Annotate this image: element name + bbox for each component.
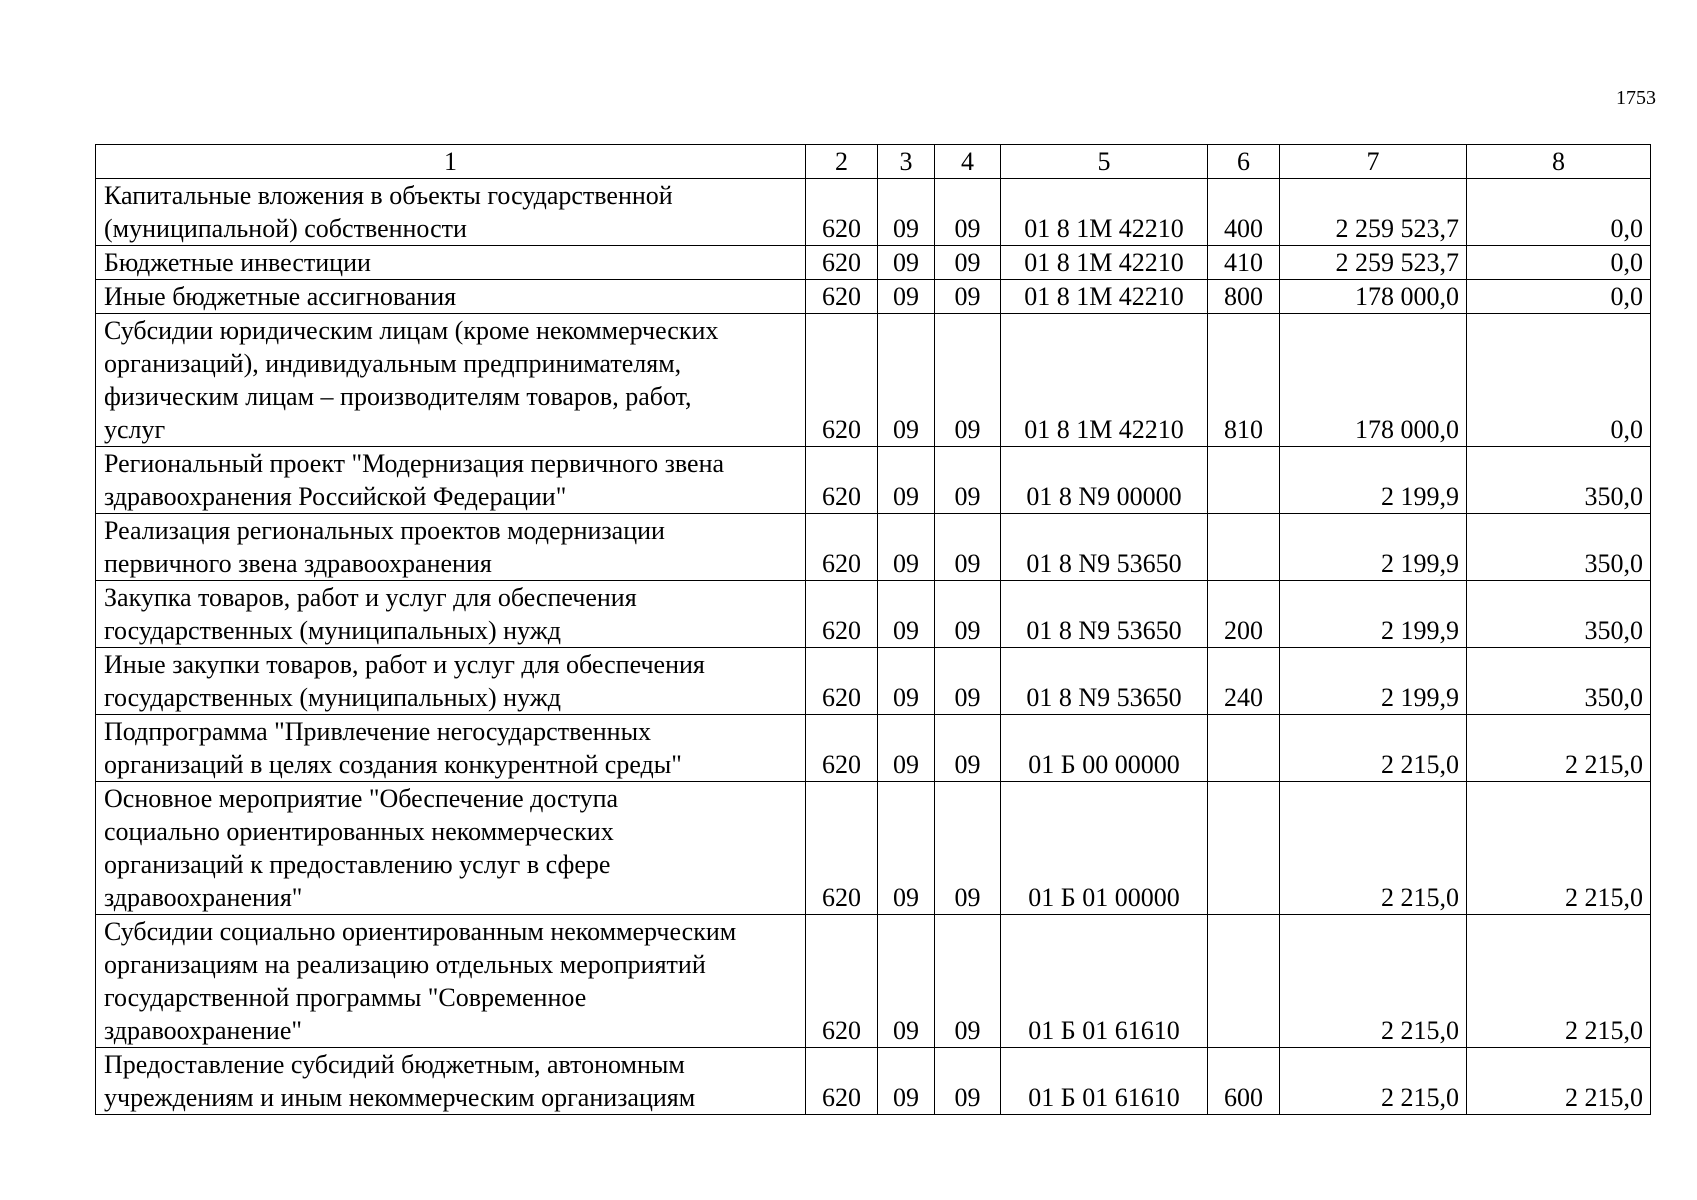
cell-amount-1: 2 259 523,7 xyxy=(1280,246,1467,280)
header-cell-4: 4 xyxy=(935,145,1001,179)
cell-section: 09 xyxy=(878,581,935,648)
cell-section: 09 xyxy=(878,782,935,915)
cell-name-line: физическим лицам – производителям товаров, работ, xyxy=(104,382,692,411)
cell-expense-type: 240 xyxy=(1208,648,1280,715)
cell-section: 09 xyxy=(878,246,935,280)
cell-subsection: 09 xyxy=(935,715,1001,782)
cell-expense-type: 810 xyxy=(1208,314,1280,447)
cell-name-line: социально ориентированных некоммерческих xyxy=(104,817,614,846)
cell-target-article: 01 8 1М 42210 xyxy=(1001,280,1208,314)
cell-name xyxy=(96,314,806,447)
cell-target-article: 01 8 N9 53650 xyxy=(1001,514,1208,581)
cell-subsection: 09 xyxy=(935,447,1001,514)
cell-name xyxy=(96,648,806,715)
cell-expense-type: 600 xyxy=(1208,1048,1280,1115)
cell-expense-type xyxy=(1208,447,1280,514)
cell-amount-1: 2 259 523,7 xyxy=(1280,179,1467,246)
cell-name-line: государственных (муниципальных) нужд xyxy=(104,616,561,645)
table-row xyxy=(96,514,1651,581)
cell-section: 09 xyxy=(878,915,935,1048)
cell-section: 09 xyxy=(878,314,935,447)
cell-subsection: 09 xyxy=(935,581,1001,648)
header-cell-7: 7 xyxy=(1280,145,1467,179)
cell-amount-2: 0,0 xyxy=(1467,246,1651,280)
cell-name-line: Иные бюджетные ассигнования xyxy=(104,282,457,311)
cell-subsection: 09 xyxy=(935,314,1001,447)
cell-amount-2: 0,0 xyxy=(1467,280,1651,314)
cell-amount-2: 2 215,0 xyxy=(1467,715,1651,782)
table-row xyxy=(96,1048,1651,1115)
cell-name-line: организаций), индивидуальным предпринимателям, xyxy=(104,349,682,378)
cell-subsection: 09 xyxy=(935,1048,1001,1115)
cell-section: 09 xyxy=(878,1048,935,1115)
cell-amount-2: 0,0 xyxy=(1467,314,1651,447)
cell-name-line: Субсидии юридическим лицам (кроме некоммерческих xyxy=(104,316,719,345)
cell-name-line: (муниципальной) собственности xyxy=(104,214,467,243)
cell-admin-code: 620 xyxy=(806,915,878,1048)
cell-expense-type: 400 xyxy=(1208,179,1280,246)
cell-amount-1: 2 199,9 xyxy=(1280,648,1467,715)
cell-name-line: учреждениям и иным некоммерческим организациям xyxy=(104,1083,696,1112)
cell-name-line: Реализация региональных проектов модернизации xyxy=(104,516,665,545)
cell-name xyxy=(96,782,806,915)
header-cell-8: 8 xyxy=(1467,145,1651,179)
cell-section: 09 xyxy=(878,179,935,246)
cell-target-article: 01 8 1М 42210 xyxy=(1001,179,1208,246)
table-row xyxy=(96,782,1651,915)
header-cell-1: 1 xyxy=(96,145,806,179)
cell-subsection: 09 xyxy=(935,280,1001,314)
cell-expense-type: 800 xyxy=(1208,280,1280,314)
table-row xyxy=(96,581,1651,648)
cell-name-line: первичного звена здравоохранения xyxy=(104,549,492,578)
header-cell-3: 3 xyxy=(878,145,935,179)
cell-name-line: организаций в целях создания конкурентной среды" xyxy=(104,750,682,779)
cell-name-line: Закупка товаров, работ и услуг для обеспечения xyxy=(104,583,637,612)
cell-name-line: Основное мероприятие "Обеспечение доступа xyxy=(104,784,619,813)
cell-name-line: услуг xyxy=(104,415,166,444)
cell-name-line: Подпрограмма "Привлечение негосударственных xyxy=(104,717,652,746)
cell-subsection: 09 xyxy=(935,514,1001,581)
cell-name-line: Региональный проект "Модернизация первичного звена xyxy=(104,449,725,478)
cell-amount-1: 178 000,0 xyxy=(1280,314,1467,447)
cell-name-line: Субсидии социально ориентированным некоммерческим xyxy=(104,917,737,946)
cell-section: 09 xyxy=(878,280,935,314)
cell-name-line: здравоохранения Российской Федерации" xyxy=(104,482,567,511)
cell-section: 09 xyxy=(878,447,935,514)
page-number: 1753 xyxy=(1616,87,1656,109)
cell-admin-code: 620 xyxy=(806,581,878,648)
cell-target-article: 01 Б 00 00000 xyxy=(1001,715,1208,782)
cell-name-line: организаций к предоставлению услуг в сфере xyxy=(104,850,611,879)
cell-amount-1: 2 199,9 xyxy=(1280,514,1467,581)
table-row xyxy=(96,715,1651,782)
cell-expense-type xyxy=(1208,915,1280,1048)
table-row xyxy=(96,280,1651,314)
cell-name-line: Бюджетные инвестиции xyxy=(104,248,371,277)
cell-name-line: Капитальные вложения в объекты государственной xyxy=(104,181,673,210)
cell-subsection: 09 xyxy=(935,179,1001,246)
cell-amount-1: 2 215,0 xyxy=(1280,782,1467,915)
cell-expense-type: 410 xyxy=(1208,246,1280,280)
cell-target-article: 01 8 N9 00000 xyxy=(1001,447,1208,514)
cell-admin-code: 620 xyxy=(806,648,878,715)
cell-name-line: государственной программы "Современное xyxy=(104,983,587,1012)
table-row xyxy=(96,179,1651,246)
cell-admin-code: 620 xyxy=(806,514,878,581)
cell-amount-2: 350,0 xyxy=(1467,447,1651,514)
cell-subsection: 09 xyxy=(935,915,1001,1048)
cell-expense-type xyxy=(1208,514,1280,581)
cell-target-article: 01 8 1М 42210 xyxy=(1001,246,1208,280)
cell-amount-2: 2 215,0 xyxy=(1467,1048,1651,1115)
cell-name-line: Иные закупки товаров, работ и услуг для обеспечения xyxy=(104,650,705,679)
cell-amount-2: 2 215,0 xyxy=(1467,915,1651,1048)
table-row xyxy=(96,314,1651,447)
cell-name xyxy=(96,715,806,782)
cell-amount-2: 350,0 xyxy=(1467,648,1651,715)
cell-amount-2: 0,0 xyxy=(1467,179,1651,246)
cell-amount-1: 2 215,0 xyxy=(1280,715,1467,782)
cell-amount-2: 350,0 xyxy=(1467,581,1651,648)
cell-name xyxy=(96,581,806,648)
cell-name xyxy=(96,179,806,246)
cell-admin-code: 620 xyxy=(806,447,878,514)
table-row xyxy=(96,648,1651,715)
cell-target-article: 01 Б 01 00000 xyxy=(1001,782,1208,915)
header-cell-5: 5 xyxy=(1001,145,1208,179)
cell-name-line: здравоохранение" xyxy=(104,1016,302,1045)
cell-target-article: 01 Б 01 61610 xyxy=(1001,1048,1208,1115)
table-row xyxy=(96,447,1651,514)
cell-subsection: 09 xyxy=(935,246,1001,280)
cell-admin-code: 620 xyxy=(806,782,878,915)
cell-amount-1: 2 199,9 xyxy=(1280,447,1467,514)
cell-name xyxy=(96,246,806,280)
cell-admin-code: 620 xyxy=(806,1048,878,1115)
header-row xyxy=(96,145,1651,179)
cell-admin-code: 620 xyxy=(806,179,878,246)
table-row xyxy=(96,915,1651,1048)
budget-table xyxy=(95,144,1651,1115)
cell-name xyxy=(96,280,806,314)
cell-target-article: 01 8 N9 53650 xyxy=(1001,648,1208,715)
cell-name-line: Предоставление субсидий бюджетным, автономным xyxy=(104,1050,685,1079)
cell-name-line: здравоохранения" xyxy=(104,883,303,912)
table-body xyxy=(96,145,1651,1115)
cell-admin-code: 620 xyxy=(806,314,878,447)
table-row xyxy=(96,246,1651,280)
cell-target-article: 01 Б 01 61610 xyxy=(1001,915,1208,1048)
cell-expense-type xyxy=(1208,782,1280,915)
cell-subsection: 09 xyxy=(935,648,1001,715)
cell-name xyxy=(96,514,806,581)
header-cell-6: 6 xyxy=(1208,145,1280,179)
cell-amount-1: 2 215,0 xyxy=(1280,915,1467,1048)
cell-name xyxy=(96,1048,806,1115)
cell-name xyxy=(96,447,806,514)
cell-admin-code: 620 xyxy=(806,246,878,280)
cell-admin-code: 620 xyxy=(806,715,878,782)
cell-expense-type: 200 xyxy=(1208,581,1280,648)
cell-amount-2: 2 215,0 xyxy=(1467,782,1651,915)
cell-amount-1: 2 215,0 xyxy=(1280,1048,1467,1115)
cell-name-line: государственных (муниципальных) нужд xyxy=(104,683,561,712)
cell-target-article: 01 8 N9 53650 xyxy=(1001,581,1208,648)
cell-name xyxy=(96,915,806,1048)
cell-expense-type xyxy=(1208,715,1280,782)
cell-section: 09 xyxy=(878,715,935,782)
cell-admin-code: 620 xyxy=(806,280,878,314)
cell-section: 09 xyxy=(878,648,935,715)
cell-section: 09 xyxy=(878,514,935,581)
cell-amount-1: 178 000,0 xyxy=(1280,280,1467,314)
cell-amount-2: 350,0 xyxy=(1467,514,1651,581)
cell-amount-1: 2 199,9 xyxy=(1280,581,1467,648)
cell-subsection: 09 xyxy=(935,782,1001,915)
cell-target-article: 01 8 1М 42210 xyxy=(1001,314,1208,447)
cell-name-line: организациям на реализацию отдельных мероприятий xyxy=(104,950,706,979)
header-cell-2: 2 xyxy=(806,145,878,179)
